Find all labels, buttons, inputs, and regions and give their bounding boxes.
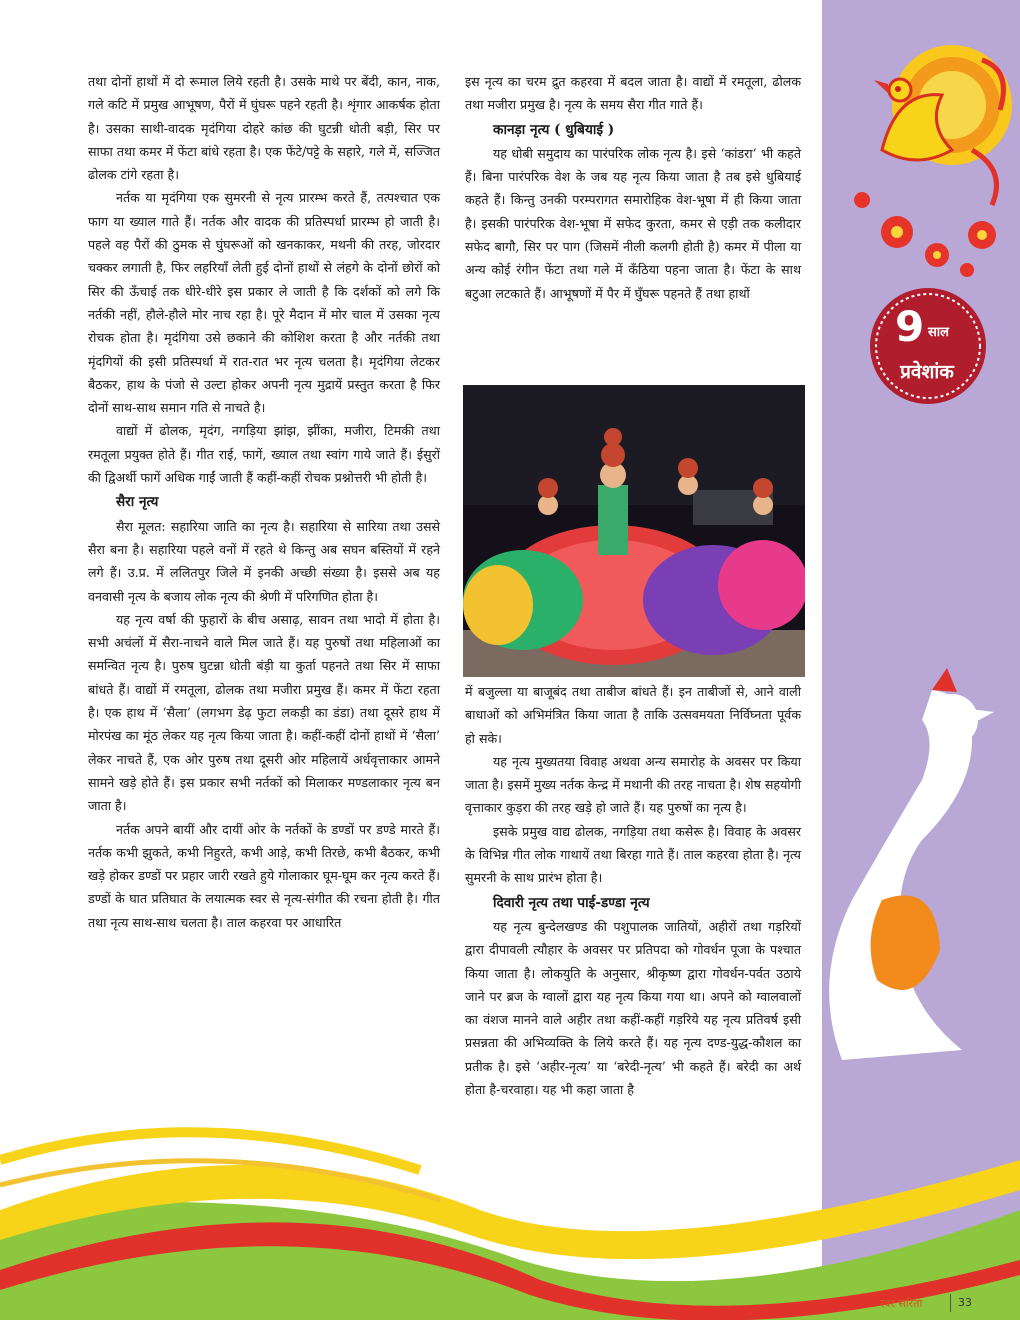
badge-years-label: साल bbox=[928, 325, 949, 340]
page-number: 33 bbox=[958, 1296, 972, 1309]
text-column-left bbox=[88, 70, 440, 934]
magazine-name: स्वर सरिता bbox=[880, 1297, 923, 1310]
badge-anniversary-issue: प्रवेशांक bbox=[900, 361, 954, 383]
section-heading: कानड़ा नृत्य ( धुबियाई ) bbox=[493, 121, 615, 138]
decorative-ribbons bbox=[0, 1060, 1020, 1320]
section-heading: दिवारी नृत्य तथा पाई-डण्डा नृत्य bbox=[493, 894, 650, 911]
paragraph: तथा दोनों हाथों में दो रूमाल लिये रहती है। उसके माथे पर बेंदी, कान, नाक, गले कटि में प्रमुख आभूषण, पैरों में घुंघरू पहने रहती है। शृंगार आकर्षक होता है। उसका साथी-वादक मृदंगिया दोहरे कांछ की घुटन्नी धोती बड़ी, सिर पर साफा तथा कमर में फेंटा बांधे रहता है। एक फेंटे/पट्टे के सहारे, गले में, सज्जित ढोलक टांगे रहता है। bbox=[88, 74, 440, 183]
paragraph: यह नृत्य मुख्यतया विवाह अथवा अन्य समारोह के अवसर पर किया जाता है। इसमें मुख्य नर्तक केन्द्र में मथानी की तरह नाचता है। शेष सहयोगी वृत्ताकार कुड़रा की तरह खड़े हो जाते हैं। यह पुरुषों का नृत्य है। bbox=[465, 753, 801, 816]
paragraph: वाद्यों में ढोलक, मृदंग, नगड़िया झांझ, झींका, मजीरा, टिमकी तथा रमतूला प्रयुक्त होते हैं। गीत राई, फागें, ख्याल तथा स्वांग गाये जाते हैं। ईसुरों की द्विअर्थी फागें अधिक गाईं जाती हैं कहीं-कहीं रोचक प्रश्नोत्तरी भी होती है। bbox=[88, 423, 440, 486]
paragraph: नर्तक या मृदंगिया एक सुमरनी से नृत्य प्रारम्भ करते हैं, तत्पश्चात एक फाग या ख्याल गाते हैं। नर्तक और वादक की प्रतिस्पर्धा प्रारम्भ हो जाती है। पहले वह पैरों की ठुमक से घुंघरूओं को खनकाकर, मथनी की तरह, जोरदार चक्कर लगाती है, फिर लहरियाँ लेती हुई दोनों हाथों से लंहगे के दोनों छोरों को सिर की ऊँचाई तक धीरे-धीरे इस प्रकार ले जाती है कि दर्शकों को लगे कि नर्तकी नहीं, हौले-हौले मोर नाच रहा है। पूरे मैदान में मोर चाल में उसका नृत्य रोचक होता है। मृदंगिया उसे छकाने की कोशिश करता है और नर्तकी तथा मृंदगियों की इसी प्रतिस्पर्धा में रात-रात भर नृत्य चलता है। मृदंगिया लेटकर बैठकर, हाथ के पंजो से उल्टा होकर अपनी नृत्य मुद्रायें प्रस्तुत करता है फिर दोनों साथ-साथ समान गति से नाचते है। bbox=[88, 190, 440, 416]
text-column-right-top bbox=[465, 70, 801, 305]
anniversary-badge-seal bbox=[868, 286, 988, 406]
folk-dance-photo bbox=[463, 385, 805, 677]
paragraph: में बजुल्ला या बाजूबंद तथा ताबीज बांधते हैं। इन ताबीजों से, आने वाली बाधाओं को अभिमंत्रित किया जाता है ताकि उत्सवमयता निर्विघ्नता पूर्वक हो सके। bbox=[465, 684, 801, 746]
badge-number: 9 bbox=[895, 302, 925, 351]
text-column-right-bottom bbox=[465, 680, 801, 1101]
paragraph: यह धोबी समुदाय का पारंपरिक लोक नृत्य है। इसे ‘कांडरा’ भी कहते हैं। बिना पारंपरिक वेश के जब यह नृत्य किया जाता है तब इसे धुबियाई कहते हैं। किन्तु उनकी परम्परागत समारोहिक वेश-भूषा में ही किया जाता है। इसकी पारंपरिक वेश-भूषा में सफेद कुरता, कमर से एड़ी तक कलीदार सफेद बागौ, सिर पर पाग (जिसमें नीली कलगी होती है) कमर में पीला या अन्य कोई रंगीन फेंटा तथा गले में कँठिया पहना जाता है। फेंटा के साथ बटुआ लटकाते हैं। आभूषणों में पैर में घुँघरू पहनते हैं तथा हाथों bbox=[465, 145, 801, 301]
folk-peacock-motif bbox=[822, 0, 1020, 300]
footer-divider bbox=[950, 1294, 951, 1312]
paragraph: सैरा मूलत: सहारिया जाति का नृत्य है। सहारिया से सारिया तथा उससे सैरा बना है। सहारिया पहले वनों में रहते थे किन्तु अब सघन बस्तियों में रहने लगे हैं। उ.प्र. में ललितपुर जिले में इनकी अच्छी संख्या है। इससे अब यह वनवासी नृत्य के बजाय लोक नृत्य की श्रेणी में परिगणित होता है। bbox=[88, 518, 440, 604]
paragraph: इसके प्रमुख वाद्य ढोलक, नगड़िया तथा कसेरू है। विवाह के अवसर के विभिन्न गीत लोक गाथायें तथा बिरहा गाते हैं। ताल कहरवा होता है। नृत्य सुमरनी के साथ प्रारंभ होता है। bbox=[465, 823, 801, 886]
white-peacock-silhouette bbox=[822, 650, 1020, 1070]
paragraph: इस नृत्य का चरम द्रुत कहरवा में बदल जाता है। वाद्यों में रमतूला, ढोलक तथा मजीरा प्रमुख है। नृत्य के समय सैरा गीत गाते हैं। bbox=[465, 74, 801, 113]
paragraph: नर्तक अपने बायीं और दायीं ओर के नर्तकों के डण्डों पर डण्डे मारते हैं। नर्तक कभी झुकते, कभी निहुरते, कभी आड़े, कभी तिरछे, कभी बैठकर, कभी खड़े होकर डण्डों पर प्रहार जारी रखते हुये गोलाकार घूम-घूम कर नृत्य करते हैं। डण्डों के घात प्रतिघात के लयात्मक स्वर से नृत्य-संगीत की रचना होती है। गीत तथा नृत्य साथ-साथ चलता है। ताल कहरवा पर आधारित bbox=[88, 821, 440, 930]
paragraph: यह नृत्य वर्षा की फुहारों के बीच असाढ़, सावन तथा भादो में होता है। सभी अचंलों में सैरा-नाचने वाले मिल जाते हैं। यह पुरुषों तथा महिलाओं का समन्वित नृत्य है। पुरुष घुटन्ना धोती बंड़ी या कुर्ता पहनते तथा सिर में साफा बांधते हैं। वाद्यों में रमतूला, ढोलक तथा मजीरा प्रमुख हैं। कमर में फेंटा रहता है। एक हाथ में ‘सैला’ (लगभग डेढ़ फुटा लकड़ी का डंडा) तथा दूसरे हाथ में मोरपंख का मूंठ लेकर यह नृत्य किया जाता है। कहीं-कहीं दोनों हाथों में ‘सैला’ लेकर नाचते हैं, एक ओर पुरुष तथा दूसरी ओर महिलायें अर्धवृत्ताकार आमने सामने खड़े होते हैं। इस प्रकार सभी नर्तकों को मिलाकर मण्डलाकार नृत्य बन जाता है। bbox=[88, 611, 440, 814]
section-heading: सैरा नृत्य bbox=[116, 494, 159, 511]
paragraph: यह नृत्य बुन्देलखण्ड की पशुपालक जातियों, अहीरों तथा गड़रियों द्वारा दीपावली त्यौहार के अवसर पर प्रतिपदा को गोवर्धन पूजा के पश्चात किया जाता है। लोकयुति के अनुसार, श्रीकृष्ण द्वारा गोवर्धन-पर्वत उठाये जाने पर ब्रज के ग्वालों द्वारा यह नृत्य किया गया था। अपने को ग्वालवालों का वंशज मानने वाले अहीर तथा कहीं-कहीं गड़रिये यह नृत्य प्रतिवर्ष इसी प्रसन्नता की अभिव्यक्ति के लिये करते हैं। यह नृत्य दण्ड-युद्ध-कौशल का प्रतीक है। इसे ‘अहीर-नृत्य’ या ‘बरेदी-नृत्य’ भी कहते हैं। बरेदी का अर्थ होता है-चरवाहा। यह भी कहा जाता है bbox=[465, 918, 801, 1098]
